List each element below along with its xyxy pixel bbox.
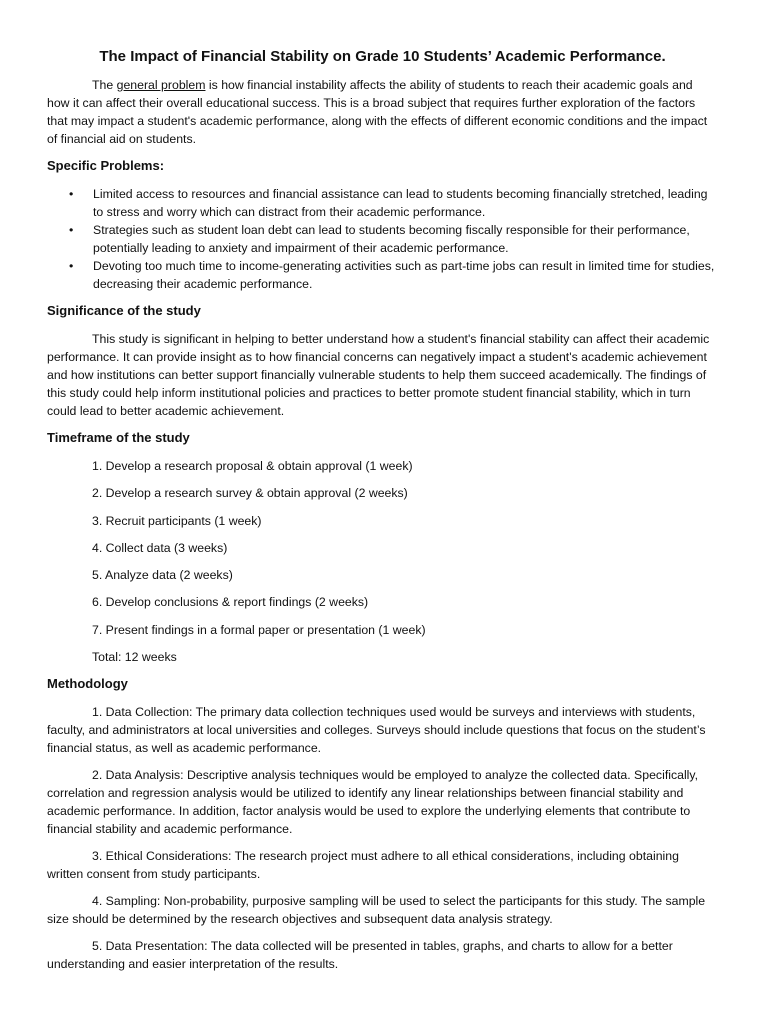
list-item: 4. Collect data (3 weeks) — [92, 540, 228, 555]
bullet-icon: • — [69, 187, 74, 201]
list-item: 1. Develop a research proposal & obtain approval (1 week) — [92, 459, 413, 473]
methodology-item: 3. Ethical Considerations: The research project must adhere to all ethical considerations, including obtaining written consent from study participants. — [47, 849, 679, 882]
list-item-text: Strategies such as student loan debt can lead to students becoming fiscally responsible for their performance, potentially leading to anxiety and impairment of their academic performance. — [93, 223, 690, 255]
timeframe-list — [47, 457, 718, 666]
intro-paragraph — [47, 76, 718, 148]
significance-heading: Significance of the study — [47, 303, 201, 318]
methodology-item: 2. Data Analysis: Descriptive analysis techniques would be employed to analyze the collected data. Specifically, correlation and regression analysis would be utilized to identify any linear relationships between financial stability and academic performance. In addition, factor analysis would be used to explore the underlying elements that contribute to financial stability and academic performance. — [47, 768, 699, 837]
list-item — [69, 221, 718, 257]
list-item: 2. Develop a research survey & obtain approval (2 weeks) — [92, 486, 408, 501]
list-item-text: Limited access to resources and financial assistance can lead to students becoming financially stretched, leading to stress and worry which can distract from their academic performance. — [93, 187, 708, 219]
methodology-item: 5. Data Presentation: The data collected will be presented in tables, graphs, and charts to allow for a better understanding and easier interpretation of the results. — [47, 939, 673, 972]
methodology-list — [47, 703, 718, 973]
bullet-icon: • — [69, 223, 74, 237]
specific-problems-list — [47, 185, 718, 293]
document-title: The Impact of Financial Stability on Grade 10 Students’ Academic Performance. — [99, 48, 666, 65]
specific-problems-heading: Specific Problems: — [47, 158, 165, 173]
intro-prefix: The — [92, 78, 117, 92]
methodology-item: 4. Sampling: Non-probability, purposive sampling will be used to select the participants for this study. The sample size should be determined by the research objectives and subsequent data analysis strategy. — [47, 894, 706, 927]
list-item: 5. Analyze data (2 weeks) — [92, 568, 233, 583]
list-item — [69, 185, 718, 221]
list-item — [69, 257, 718, 293]
list-item-text: Devoting too much time to income-generating activities such as part-time jobs can result in limited time for studies, decreasing their academic performance. — [93, 259, 715, 291]
timeframe-total: Total: 12 weeks — [92, 650, 177, 665]
list-item: 7. Present findings in a formal paper or presentation (1 week) — [92, 622, 426, 637]
intro-rest: is how financial instability affects the ability of students to reach their academic goals and how it can affect their overall educational success. This is a broad subject that requires further exploration of the factors that may impact a student's academic performance, along with the effects of different economic conditions and the impact of financial aid on students. — [47, 78, 708, 146]
methodology-heading: Methodology — [47, 676, 128, 692]
bullet-icon: • — [69, 259, 74, 273]
significance-paragraph: This study is significant in helping to better understand how a student's financial stability can affect their academic performance. It can provide insight as to how financial concerns can negatively impact a student's academic achievement and how institutions can better support financially vulnerable students to help them succeed academically. The findings of this study could help inform institutional policies and practices to better promote student financial stability, which in turn could lead to better academic achievement. — [47, 332, 710, 418]
general-problem-term: general problem — [116, 78, 206, 92]
list-item: 3. Recruit participants (1 week) — [92, 513, 262, 528]
timeframe-heading: Timeframe of the study — [47, 430, 190, 445]
list-item: 6. Develop conclusions & report findings (2 weeks) — [92, 595, 369, 610]
methodology-item: 1. Data Collection: The primary data collection techniques used would be surveys and interviews with students, faculty, and administrators at local universities and colleges. Surveys should include questions that focus on the student’s financial status, as well as academic performance. — [47, 705, 706, 756]
